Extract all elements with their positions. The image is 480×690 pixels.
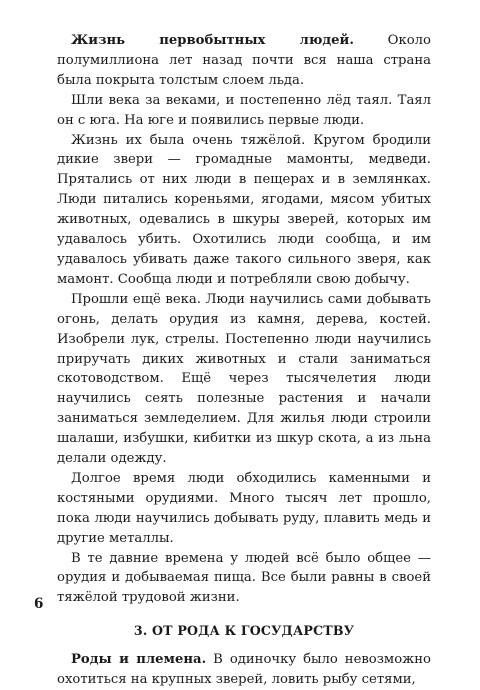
body-text [57, 31, 431, 690]
paragraph-text: В одиночку было невозможно охотиться на крупных зверей, ловить рыбу сетями, [57, 652, 431, 688]
paragraph-text: Долгое время люди обходились каменными и костяными орудиями. Много тысяч лет прошло, пока люди научились добывать руду, плавить медь и другие металлы. [57, 470, 431, 546]
paragraph-1 [57, 31, 431, 91]
paragraph-text: Прошли ещё века. Люди научились сами добывать огонь, делать орудия из камня, дерева, костей. Изобрели лук, стрелы. Постепенно люди научились приручать диких животных и стали заниматься скотоводством. Ещё через тысячелетия люди научились сеять полезные растения и начали заниматься земледелием. Для жилья люди строили шалаши, избушки, кибитки из шкур скота, а из льна делали одежду. [57, 291, 431, 467]
run-in-heading: Роды и племена. [71, 652, 207, 668]
paragraph-4 [57, 290, 431, 469]
paragraph-6 [57, 549, 431, 609]
paragraph-5 [57, 469, 431, 549]
paragraph-text: В те давние времена у людей всё было общее — орудия и добываемая пища. Все были равны в своей тяжёлой трудовой жизни. [57, 550, 431, 606]
paragraph-3 [57, 131, 431, 290]
paragraph-text: Жизнь их была очень тяжёлой. Кругом бродили дикие звери — громадные мамонты, медведи. Прятались от них люди в пещерах и в землянках. Люди питались кореньями, ягодами, мясом убитых животных, одевались в шкуры зверей, которых им удавалось убить. Охотились люди сообща, и им удавалось убивать даже такого сильного зверя, как мамонт. Сообща люди и потребляли свою добычу. [57, 132, 431, 287]
paragraph-text: Шли века за веками, и постепенно лёд таял. Таял он с юга. На юге и появились первые люди. [57, 92, 431, 128]
paragraph-2 [57, 91, 431, 131]
run-in-heading: Жизнь первобытных людей. [71, 33, 354, 48]
section-paragraph [57, 650, 431, 690]
page-number: 6 [34, 596, 44, 612]
section-heading: 3. ОТ РОДА К ГОСУДАРСТВУ [133, 623, 355, 639]
paragraph-text: Около полумиллиона лет назад почти вся наша страна была покрыта толстым слоем льда. [57, 33, 431, 88]
